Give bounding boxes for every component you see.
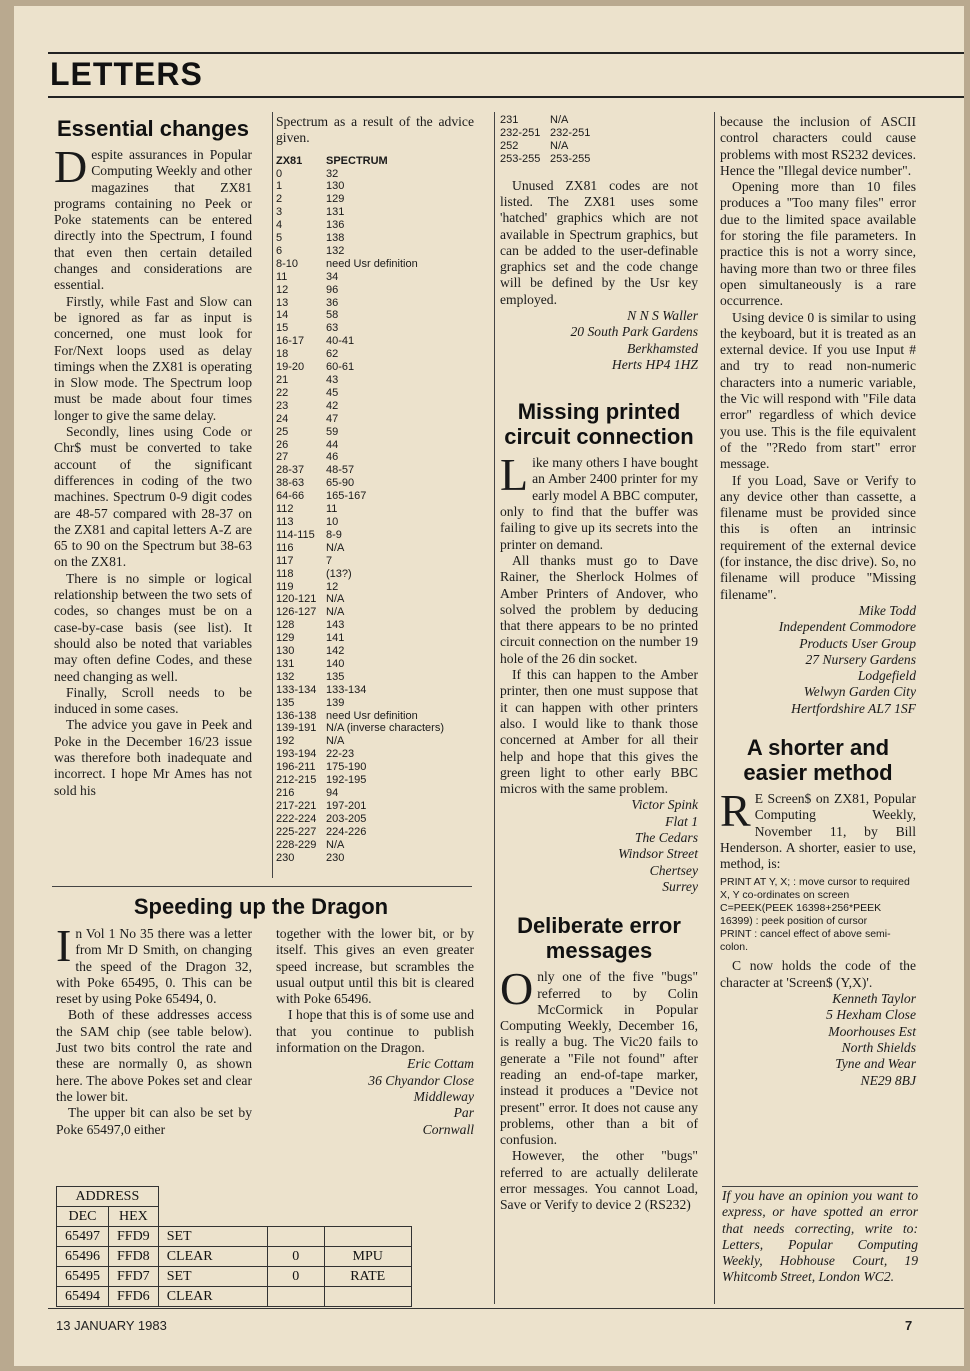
spectrum-code: 131 [326,206,345,219]
signature [276,1056,474,1137]
spectrum-code: 62 [326,348,339,361]
zx81-code: 192 [276,735,295,748]
code-row [276,426,474,439]
zx81-code: 129 [276,632,295,645]
paragraph: There is no simple or logical relationship between the two sets of codes, so changes must be on a case-by-case basis (see list). It should also be noted that variables may often define Codes, and these need changing as well. [54,570,252,684]
paragraph: Finally, Scroll needs to be induced in some cases. [54,684,252,717]
code-row [500,153,698,166]
zx81-code: 21 [276,374,289,386]
signature-line: Moorhouses Est [828,1023,916,1039]
code-row [276,735,474,748]
spectrum-code: N/A [550,114,569,126]
signature-line: Chertsey [649,862,698,878]
code-rows-part1 [276,168,474,865]
spectrum-code: 46 [326,451,339,464]
zx81-code: 23 [276,399,289,412]
zx81-code: 8-10 [276,257,299,270]
spectrum-code: 224-226 [326,825,367,838]
code-row [276,555,474,568]
signature-line: Par [453,1105,474,1121]
zx81-code: 27 [276,451,289,464]
zx81-code: 216 [276,787,295,799]
code-row [276,800,474,813]
spectrum-code: 42 [326,399,339,412]
zx81-code: 119 [276,580,294,593]
signature [500,308,698,373]
zx81-code: 15 [276,322,289,335]
paragraph: espite assurances in Popular Computing Weekly and other magazines that ZX81 programs containing no Peek or Poke statements can be entered directly into the Spectrum, I found that even then certain detailed changes and considerations are essential. [54,147,252,293]
table-row: 65495 FFD7 SET 0 RATE [57,1267,412,1287]
spectrum-code: 140 [326,657,345,670]
signature-line: Windsor Street [618,846,698,862]
code-row [276,232,474,245]
code-row [500,127,698,140]
signature [720,991,916,1089]
code-row [276,451,474,464]
spectrum-code: 36 [326,296,339,309]
spectrum-code: need Usr definition [326,709,418,722]
zx81-code: 28-37 [276,464,305,477]
column-4 [720,114,916,1089]
paragraph: n Vol 1 No 35 there was a letter from Mr D Smith, on changing the speed of the Dragon 32, with Poke 65495, 0. This can be reset by using Poke 65494, 0. [56,926,252,1007]
spectrum-code: 192-195 [326,774,367,787]
code-row [276,619,474,632]
signature-line: Middleway [413,1088,474,1104]
spectrum-code: 32 [326,167,339,180]
zx81-code: 131 [276,657,295,670]
signature [500,797,698,895]
spectrum-code: 136 [326,219,345,232]
col-header-zx81: ZX81 [276,154,303,167]
code-row [276,606,474,619]
code-row [276,168,474,181]
letter-dragon [56,920,252,1138]
zx81-code: 212-215 [276,774,317,787]
code-row [276,722,474,735]
zx81-code: 130 [276,645,295,658]
spectrum-code: 10 [326,515,339,528]
issue-date: 13 JANUARY 1983 [56,1318,167,1333]
signature-line: Flat 1 [665,813,698,829]
spectrum-code: 8-9 [326,528,342,541]
paragraph: Unused ZX81 codes are not listed. The ZX81 uses some 'hatched' graphics which are not available in Spectrum graphics, but can be added to the user-definable graphics set and the code change will be defined by the Usr key employed. [500,177,698,307]
footer-rule [48,1308,964,1309]
zx81-code: 3 [276,206,283,219]
code-row [276,361,474,374]
code-row [276,826,474,839]
code-row [276,219,474,232]
spectrum-code: 139 [326,696,345,709]
code-row [276,490,474,503]
zx81-code: 4 [276,219,283,232]
zx81-code: 118 [276,567,294,580]
paragraph: E Screen$ on ZX81, Popular Computing Weekly, November 11, by Bill Henderson. A shorter, easier to use, method, is: [720,790,916,872]
divider [722,1186,918,1187]
signature-line: North Shields [841,1039,916,1055]
code-row [276,839,474,852]
signature-line: 20 South Park Gardens [570,324,698,340]
signature-line: Eric Cottam [407,1056,474,1072]
code-row [276,413,474,426]
signature-line: Tyne and Wear [835,1056,916,1072]
signature [720,603,916,717]
signature-line: 36 Chyandor Close [368,1072,474,1088]
letters-notice: If you have an opinion you want to express, or have spotted an error that needs correcting, write to: Letters, Popular Computing Weekly, Hobhouse Court, 19 Whitcomb Street, London WC2. [722,1188,918,1285]
letter-headline: Speeding up the Dragon [133,894,389,919]
column-3 [500,114,698,1214]
spectrum-code: 133-134 [326,683,367,696]
code-row [276,258,474,271]
signature-line: Victor Spink [631,797,698,813]
signature-line: The Cedars [634,830,698,846]
zx81-code: 133-134 [276,683,317,696]
zx81-code: 16-17 [276,335,305,348]
spectrum-code: 22-23 [326,748,355,761]
signature-line: Independent Commodore [778,619,916,635]
spectrum-code: 130 [326,180,345,193]
signature-line: 5 Hexham Close [826,1007,916,1023]
letter-headline: Essential changes [57,116,249,141]
letter-headline: Deliberate error messages [517,913,681,964]
table-row: 65494 FFD6 CLEAR [57,1287,412,1307]
code-row [276,658,474,671]
code-rows-part2 [500,114,698,166]
table-label: MPU [324,1247,411,1267]
zx81-code: 19-20 [276,361,305,374]
spectrum-code: 60-61 [326,361,355,374]
zx81-code: 196-211 [276,761,316,774]
sam-address-table [56,1186,412,1307]
code-row [276,284,474,297]
table-header: HEX [109,1207,159,1227]
code-row [276,322,474,335]
divider [52,886,472,887]
zx81-code: 117 [276,554,294,567]
code-row [276,271,474,284]
code-row [276,852,474,865]
divider [494,112,495,1304]
signature-line: N N S Waller [627,308,698,323]
letter-essential-continued [276,114,474,864]
spectrum-code: 43 [326,374,339,386]
signature-line: Welwyn Garden City [803,684,916,700]
spectrum-code: 59 [326,425,339,438]
spectrum-code: 143 [326,619,345,632]
paragraph: Spectrum as a result of the advice given. [276,114,474,146]
spectrum-code: N/A [326,838,345,851]
signature-line: Lodgefield [857,668,916,684]
zx81-code: 193-194 [276,748,317,761]
spectrum-code: 138 [326,232,345,245]
spectrum-code: 141 [326,632,345,645]
zx81-code: 217-221 [276,799,317,812]
spectrum-code: (13?) [326,567,352,580]
spectrum-code: N/A [326,735,345,748]
code-row [276,297,474,310]
spectrum-code: need Usr definition [326,257,418,270]
code-row [276,761,474,774]
zx81-code: 22 [276,386,289,399]
paragraph: I hope that this is of some use and that you continue to publish information on the Dragon. [276,1007,474,1056]
zx81-code: 114-115 [276,528,315,541]
code-row [276,813,474,826]
zx81-code: 12 [276,283,289,296]
code-row [500,140,698,153]
code-row [276,309,474,322]
paragraph: If you Load, Save or Verify to any device other than cassette, a filename must be provided since this is often an intrinsic requirement of the external device (for instance, the disc drive). So, no filename will produce "Missing filename". [720,472,916,602]
spectrum-code: 44 [326,438,339,451]
code-row [276,477,474,490]
code-listing: PRINT AT Y, X; : move cursor to required X, Y co-ordinates on screen C=PEEK(PEEK 16398+256*PEEK 16399) : peek position of cursor PRINT : cancel effect of above semi-colon. [720,876,910,954]
spectrum-code: N/A [550,139,569,152]
code-row [276,348,474,361]
code-row [276,787,474,800]
zx81-code: 139-191 [276,722,317,735]
zx81-code: 116 [276,541,294,554]
spectrum-code: 197-201 [326,799,367,812]
zx81-code: 1 [276,180,283,193]
code-row [276,374,474,387]
paragraph: The advice you gave in Peek and Poke in the December 16/23 issue was therefore both inadequate and incorrect. I hope Mr Ames has not sold his [54,717,252,798]
code-row [276,439,474,452]
zx81-code: 25 [276,425,289,438]
zx81-code: 6 [276,244,283,257]
zx81-code: 252 [500,139,519,152]
code-row [276,593,474,606]
spectrum-code: 232-251 [550,126,591,139]
zx81-code: 13 [276,296,289,309]
drop-cap: R [720,784,751,836]
code-row [276,387,474,400]
code-row [276,632,474,645]
paragraph: Firstly, while Fast and Slow can be ignored as far as input is concerned, one must look for For/Next loops used as delay timings when the ZX81 is operating in Slow mode. The Spectrum loop must be made about four times longer to give the same delay. [54,293,252,423]
zx81-code: 64-66 [276,490,305,503]
paragraph: C now holds the code of the character at 'Screen$ (Y,X)'. [720,958,916,990]
zx81-code: 38-63 [276,477,305,490]
table-header: DEC [57,1207,109,1227]
header-rule [48,96,964,98]
zx81-code: 228-229 [276,838,317,851]
signature-line: 27 Nursery Gardens [805,651,916,667]
zx81-code: 230 [276,851,295,864]
zx81-code: 26 [276,438,289,451]
spectrum-code: 129 [326,193,345,206]
paragraph: All thanks must go to Dave Rainer, the Sherlock Holmes of Amber Printers of Andover, who solved the problem by deducing that there appears to be no printed circuit connection on the number 19 hole of the 26 din socket. [500,552,698,666]
signature-line: Mike Todd [858,602,916,618]
table-label: RATE [324,1267,411,1287]
zx81-code: 11 [276,270,288,283]
signature-line: Cornwall [422,1121,474,1137]
code-row [276,684,474,697]
signature-line: NE29 8BJ [860,1072,916,1088]
col-header-spectrum: SPECTRUM [326,154,388,167]
drop-cap: L [500,449,529,501]
spectrum-code: 94 [326,787,339,799]
spectrum-code: 48-57 [326,464,355,477]
code-row [276,180,474,193]
letter-dragon-continued [276,926,474,1138]
zx81-code: 128 [276,619,295,632]
code-row [276,645,474,658]
spectrum-code: 175-190 [326,761,367,774]
zx81-code: 126-127 [276,606,317,619]
signature-line: Berkhamsted [627,340,698,356]
code-row [276,748,474,761]
divider [272,112,273,878]
drop-cap: D [54,141,88,192]
code-row [500,114,698,127]
paragraph: The upper bit can also be set by Poke 65497,0 either [56,1105,252,1137]
paragraph: nly one of the five "bugs" referred to by Colin McCormick in Popular Computing Weekly, December 16, is really a bug. The Vic20 fails to generate a "File not found" after reading an end-of-tape marker, instead it produces a "Device not present" error. It does not cause any problems, other than a bit of confusion. [500,969,698,1148]
spectrum-code: N/A [326,593,345,606]
spectrum-code: 12 [326,580,339,593]
table-row: 65497 FFD9 SET [57,1227,412,1247]
spectrum-code: 58 [326,309,339,322]
spectrum-code: N/A (inverse characters) [326,722,444,735]
spectrum-code: 47 [326,412,339,425]
spectrum-code: 230 [326,851,345,864]
zx81-code: 18 [276,348,289,361]
code-row [276,206,474,219]
code-row [276,542,474,555]
spectrum-code: 45 [326,386,339,399]
signature-line: Products User Group [799,635,916,651]
spectrum-code: 253-255 [550,152,591,165]
code-row [276,529,474,542]
signature-line: Hertfordshire AL7 1SF [791,700,916,716]
code-row [276,710,474,723]
paragraph: because the inclusion of ASCII control characters could cause problems with most RS232 devices. Hence the "Illegal device number". [720,114,916,178]
code-row [276,464,474,477]
paragraph: together with the lower bit, or by itself. This gives an even greater speed increase, but scrambles the usual output until this bit is cleared with Poke 65496. [276,926,474,1007]
zx81-code: 231 [500,114,519,126]
code-row [276,697,474,710]
spectrum-code: 34 [326,270,339,283]
zx81-code: 0 [276,167,283,180]
signature-line: Herts HP4 1HZ [611,356,698,372]
signature-line: Kenneth Taylor [832,991,916,1007]
paragraph: Using device 0 is similar to using the keyboard, but it is treated as an external device. If you use Input # and try to read non-numeric characters into a numeric variable, the Vic will respond with "File data error" regardless of which device you use. This is the file equivalent of the "?Redo from start" error message. [720,309,916,472]
spectrum-code: 96 [326,283,339,296]
code-row [276,335,474,348]
drop-cap: I [56,920,72,971]
code-table [276,155,474,865]
drop-cap: O [500,963,534,1015]
spectrum-code: 63 [326,322,339,335]
code-row [276,568,474,581]
zx81-code: 2 [276,193,283,206]
code-row [276,774,474,787]
table-row: 65496 FFD8 CLEAR 0 MPU [57,1247,412,1267]
code-row [276,503,474,516]
paragraph: Both of these addresses access the SAM chip (see table below). Just two bits control the rate and these are normally 0, as shown here. The above Pokes set and clear the lower bit. [56,1007,252,1104]
spectrum-code: 165-167 [326,490,367,503]
zx81-code: 135 [276,696,295,709]
zx81-code: 225-227 [276,825,317,838]
section-title: LETTERS [50,56,203,92]
code-row [276,671,474,684]
spectrum-code: N/A [326,541,345,554]
spectrum-code: 203-205 [326,812,367,825]
code-table-continued [500,114,698,166]
letter-headline: A shorter and easier method [743,734,893,785]
spectrum-code: 135 [326,670,345,683]
paragraph: Secondly, lines using Code or Chr$ must be converted to take account of the significant differences in coding of the two machines. Spectrum 0-9 digit codes are 48-57 compared with 28-37 on the ZX81 and capital letters A-Z are 65 to 90 on the Spectrum but 38-63 on the ZX81. [54,424,252,570]
paragraph: If this can happen to the Amber printer, then one must suppose that it can happen with other printers also. I would like to thank those concerned at Amber for all their help and hope that this gives the green light to other early BBC micros with the same problem. [500,667,698,797]
page-number: 7 [905,1318,913,1333]
spectrum-code: 132 [326,244,345,257]
spectrum-code: 11 [326,503,338,516]
spectrum-code: 65-90 [326,477,355,490]
spectrum-code: 142 [326,645,345,658]
paragraph: However, the other "bugs" referred to are actually delilerate error messages. You cannot Load, Save or Verify to device 2 (RS232) [500,1148,698,1213]
zx81-code: 222-224 [276,812,317,825]
code-row [276,245,474,258]
zx81-code: 112 [276,503,294,516]
zx81-code: 24 [276,412,289,425]
code-row [276,400,474,413]
spectrum-code: 7 [326,554,333,567]
letter-headline: Missing printed circuit connection [504,399,694,450]
zx81-code: 132 [276,670,295,683]
table-header: ADDRESS [57,1187,159,1207]
zx81-code: 5 [276,232,283,245]
zx81-code: 253-255 [500,152,541,165]
code-row [276,516,474,529]
zx81-code: 136-138 [276,709,317,722]
zx81-code: 14 [276,309,289,322]
letter-essential-changes [54,116,252,799]
zx81-code: 232-251 [500,126,541,139]
zx81-code: 120-121 [276,593,317,606]
paragraph: Opening more than 10 files produces a "Too many files" error due to the limited space available for storing the file parameters. In practice this is not a worry since, having more than two or three files open simultaneously is a rare occurrence. [720,179,916,309]
zx81-code: 113 [276,515,294,528]
divider [714,112,715,1304]
spectrum-code: 40-41 [326,335,355,348]
paragraph: ike many others I have bought an Amber 2400 printer for my early model A BBC computer, only to find that the buffer was failing to give up its secrets into the printer on demand. [500,455,698,552]
spectrum-code: N/A [326,606,345,619]
signature-line: Surrey [662,878,698,894]
code-row [276,581,474,594]
code-row [276,193,474,206]
